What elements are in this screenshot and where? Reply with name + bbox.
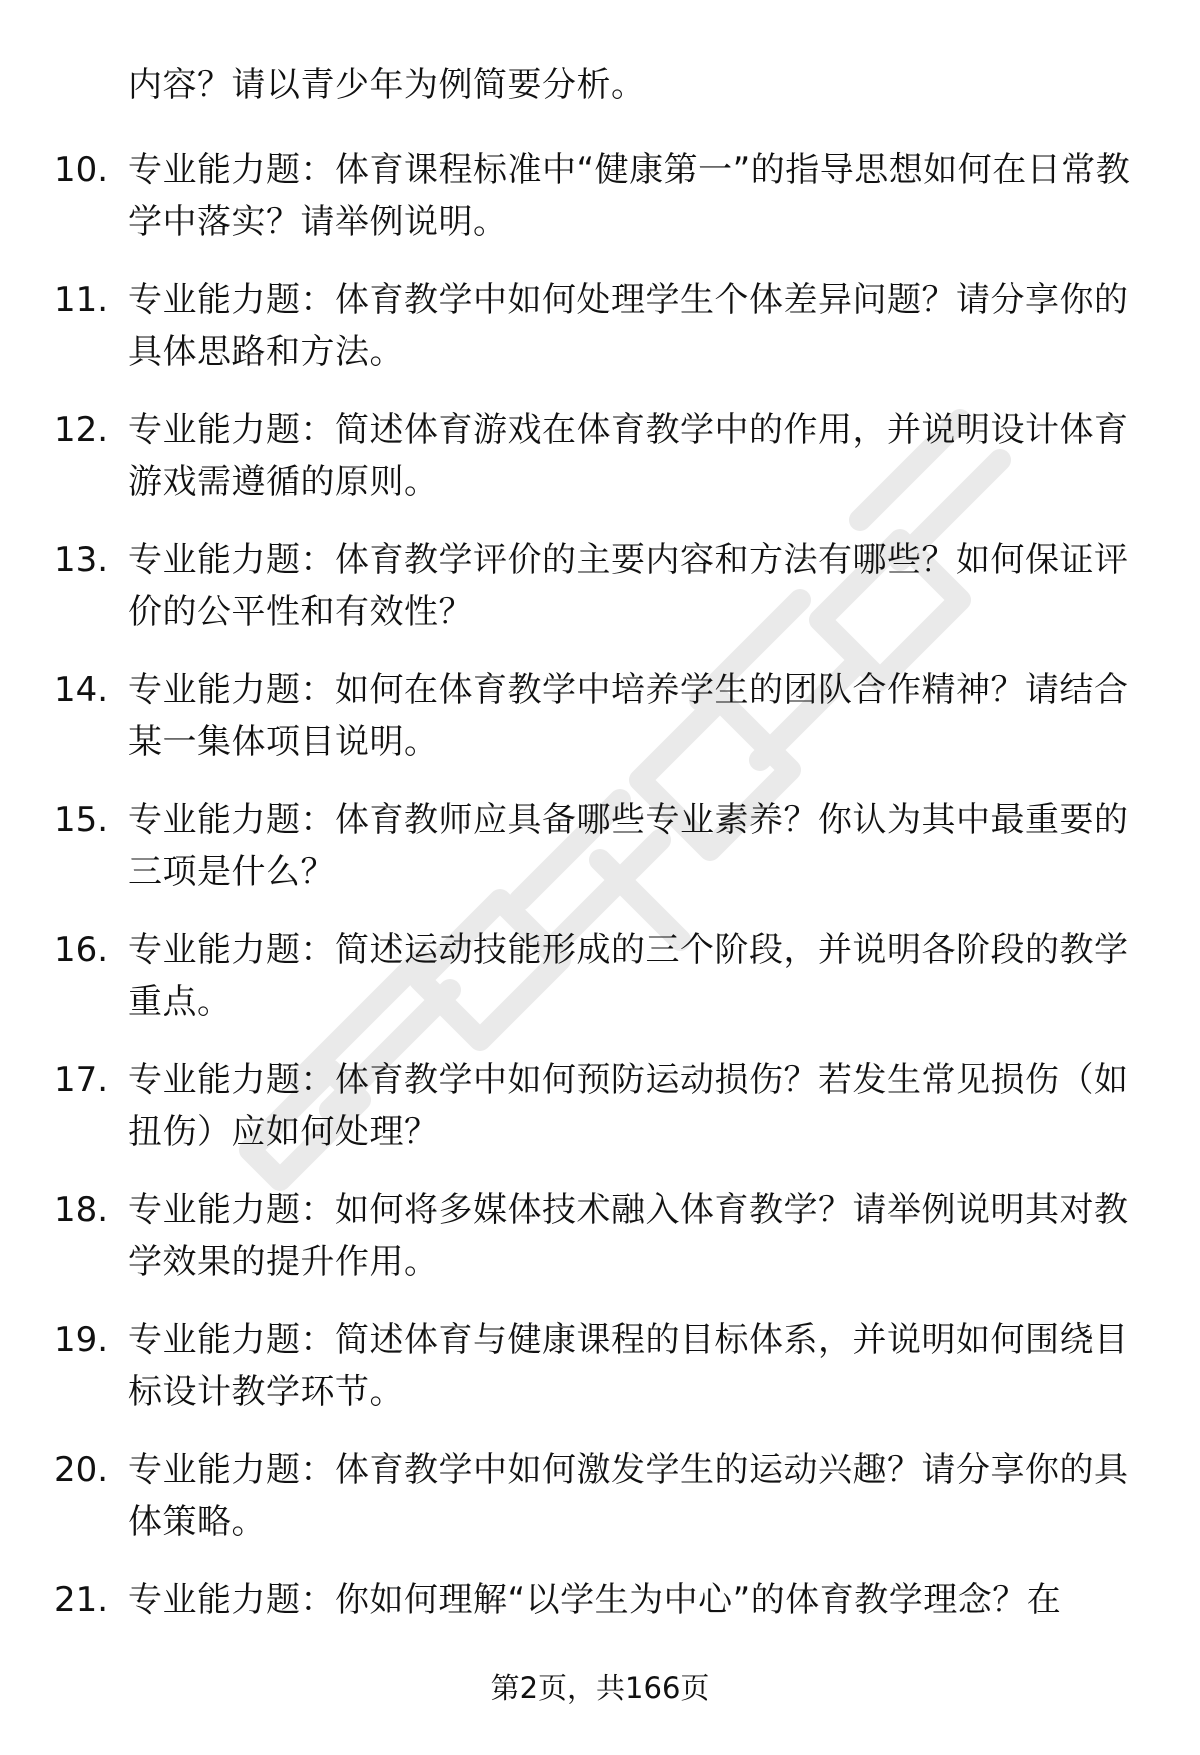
question-item xyxy=(0,1314,1200,1444)
question-item xyxy=(0,1184,1200,1314)
question-item xyxy=(0,794,1200,924)
page-footer: 第2页，共166页 xyxy=(490,1671,710,1705)
question-text: 专业能力题：简述运动技能形成的三个阶段，并说明各阶段的教学重点。 xyxy=(128,930,1129,1022)
question-text: 专业能力题：简述体育与健康课程的目标体系，并说明如何围绕目标设计教学环节。 xyxy=(128,1320,1129,1412)
question-number: 19. xyxy=(54,1320,109,1360)
question-number: 10. xyxy=(54,150,109,190)
question-number: 16. xyxy=(54,930,109,970)
question-number: 11. xyxy=(54,280,109,320)
question-text: 专业能力题：如何在体育教学中培养学生的团队合作精神？请结合某一集体项目说明。 xyxy=(128,670,1129,762)
question-item xyxy=(0,1444,1200,1574)
question-number: 21. xyxy=(54,1580,109,1620)
continuation-text: 内容？请以青少年为例简要分析。 xyxy=(128,65,646,105)
question-item xyxy=(0,924,1200,1054)
question-text: 专业能力题：体育课程标准中“健康第一”的指导思想如何在日常教学中落实？请举例说明。 xyxy=(128,150,1131,242)
question-number: 18. xyxy=(54,1190,109,1230)
question-text: 专业能力题：如何将多媒体技术融入体育教学？请举例说明其对教学效果的提升作用。 xyxy=(128,1190,1129,1282)
question-number: 14. xyxy=(54,670,109,710)
question-text: 专业能力题：你如何理解“以学生为中心”的体育教学理念？在 xyxy=(128,1580,1062,1620)
question-text: 专业能力题：简述体育游戏在体育教学中的作用，并说明设计体育游戏需遵循的原则。 xyxy=(128,410,1129,502)
question-number: 13. xyxy=(54,540,109,580)
question-item xyxy=(0,664,1200,794)
question-number: 15. xyxy=(54,800,109,840)
question-item xyxy=(0,534,1200,664)
question-item xyxy=(0,404,1200,534)
question-number: 12. xyxy=(54,410,109,450)
question-number: 20. xyxy=(54,1450,109,1490)
question-item xyxy=(0,274,1200,404)
question-text: 专业能力题：体育教学中如何处理学生个体差异问题？请分享你的具体思路和方法。 xyxy=(128,280,1129,372)
question-number: 17. xyxy=(54,1060,109,1100)
question-text: 专业能力题：体育教学中如何激发学生的运动兴趣？请分享你的具体策略。 xyxy=(128,1450,1129,1542)
question-list xyxy=(0,144,1200,1704)
question-text: 专业能力题：体育教学中如何预防运动损伤？若发生常见损伤（如扭伤）应如何处理？ xyxy=(128,1060,1129,1152)
question-text: 专业能力题：体育教学评价的主要内容和方法有哪些？如何保证评价的公平性和有效性？ xyxy=(128,540,1129,632)
question-item xyxy=(0,1054,1200,1184)
question-item xyxy=(0,144,1200,274)
question-text: 专业能力题：体育教师应具备哪些专业素养？你认为其中最重要的三项是什么？ xyxy=(128,800,1129,892)
